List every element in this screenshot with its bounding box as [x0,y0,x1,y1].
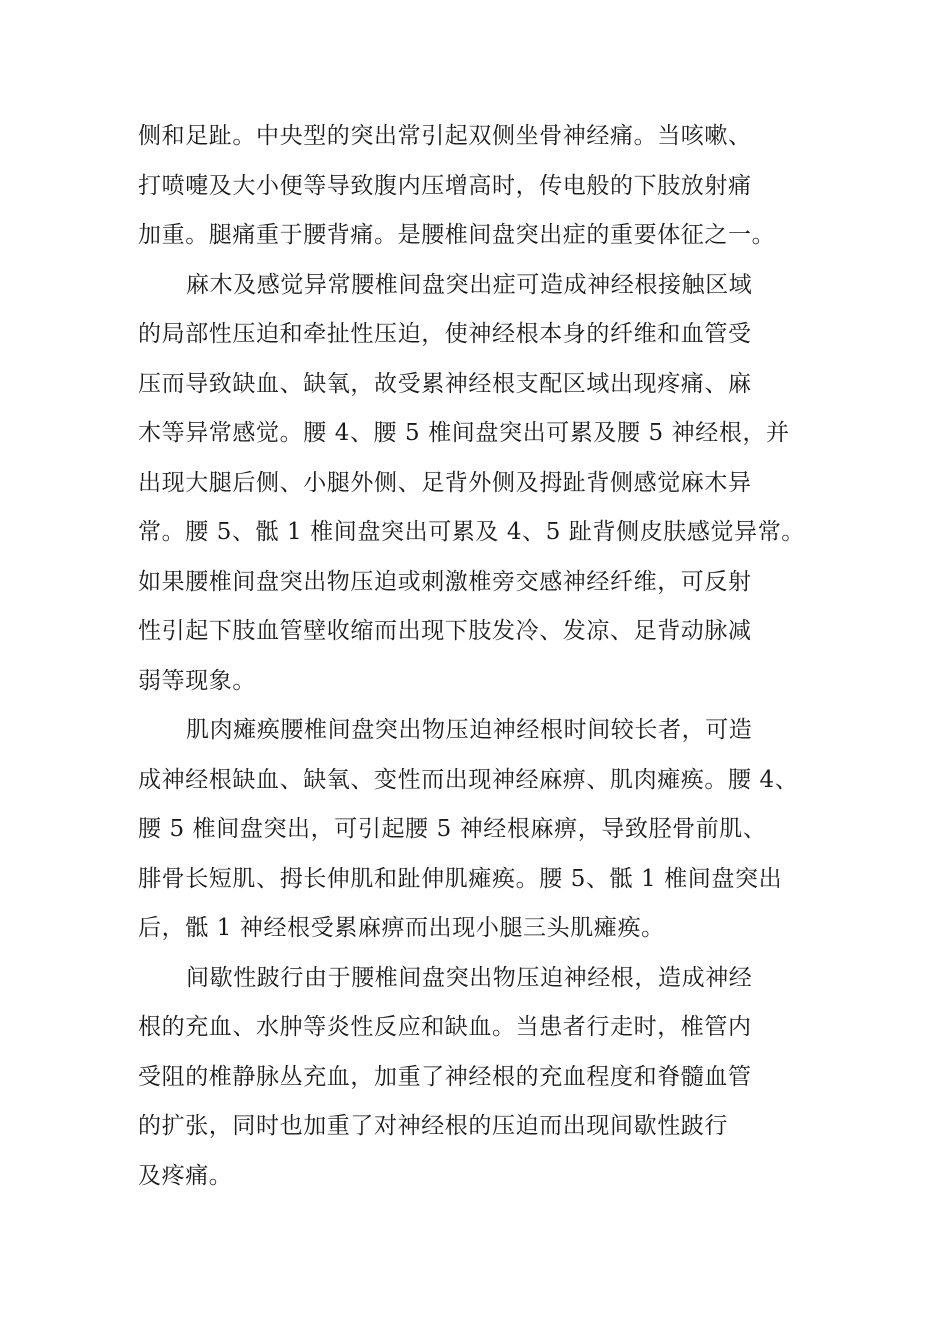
text-line: 如果腰椎间盘突出物压迫或刺激椎旁交感神经纤维，可反射 [138,568,752,595]
text-line: 常。腰 5、骶 1 椎间盘突出可累及 4、5 趾背侧皮肤感觉异常。 [138,519,805,545]
text-line: 腓骨长短肌、拇长伸肌和趾伸肌瘫痪。腰 5、骶 1 椎间盘突出 [138,865,783,892]
text-line: 的扩张，同时也加重了对神经根的压迫而出现间歇性跛行 [138,1113,728,1139]
body-text [138,112,838,1201]
paragraph-first-line: 间歇性跛行由于腰椎间盘突出物压迫神经根，造成神经 [186,964,753,991]
text-line: 弱等现象。 [138,667,256,694]
text-line: 压而导致缺血、缺氧，故受累神经根支配区域出现疼痛、麻 [138,370,752,397]
text-line: 出现大腿后侧、小腿外侧、足背外侧及拇趾背侧感觉麻木异 [138,469,752,496]
text-line: 后，骶 1 神经根受累麻痹而出现小腿三头肌瘫痪。 [138,915,665,941]
paragraph-first-line: 肌肉瘫痪腰椎间盘突出物压迫神经根时间较长者，可造 [186,717,753,743]
text-line: 加重。腿痛重于腰背痛。是腰椎间盘突出症的重要体征之一。 [138,222,776,248]
text-line: 木等异常感觉。腰 4、腰 5 椎间盘突出可累及腰 5 神经根，并 [138,420,790,446]
text-line: 性引起下肢血管壁收缩而出现下肢发冷、发凉、足背动脉减 [138,618,752,644]
paragraph-first-line: 麻木及感觉异常腰椎间盘突出症可造成神经根接触区域 [186,271,753,298]
text-line: 成神经根缺血、缺氧、变性而出现神经麻痹、肌肉瘫痪。腰 4、 [138,766,799,793]
text-line: 侧和足趾。中央型的突出常引起双侧坐骨神经痛。当咳嗽、 [138,123,752,149]
text-line: 及疼痛。 [138,1162,233,1189]
text-line: 的局部性压迫和牵扯性压迫，使神经根本身的纤维和血管受 [138,321,752,347]
text-line: 腰 5 椎间盘突出，可引起腰 5 神经根麻痹，导致胫骨前肌、 [138,816,767,842]
text-line: 根的充血、水肿等炎性反应和缺血。当患者行走时，椎管内 [138,1014,752,1040]
text-line: 受阻的椎静脉丛充血，加重了神经根的充血程度和脊髓血管 [138,1063,752,1090]
text-line: 打喷嚏及大小便等导致腹内压增高时，传电般的下肢放射痛 [138,172,752,199]
